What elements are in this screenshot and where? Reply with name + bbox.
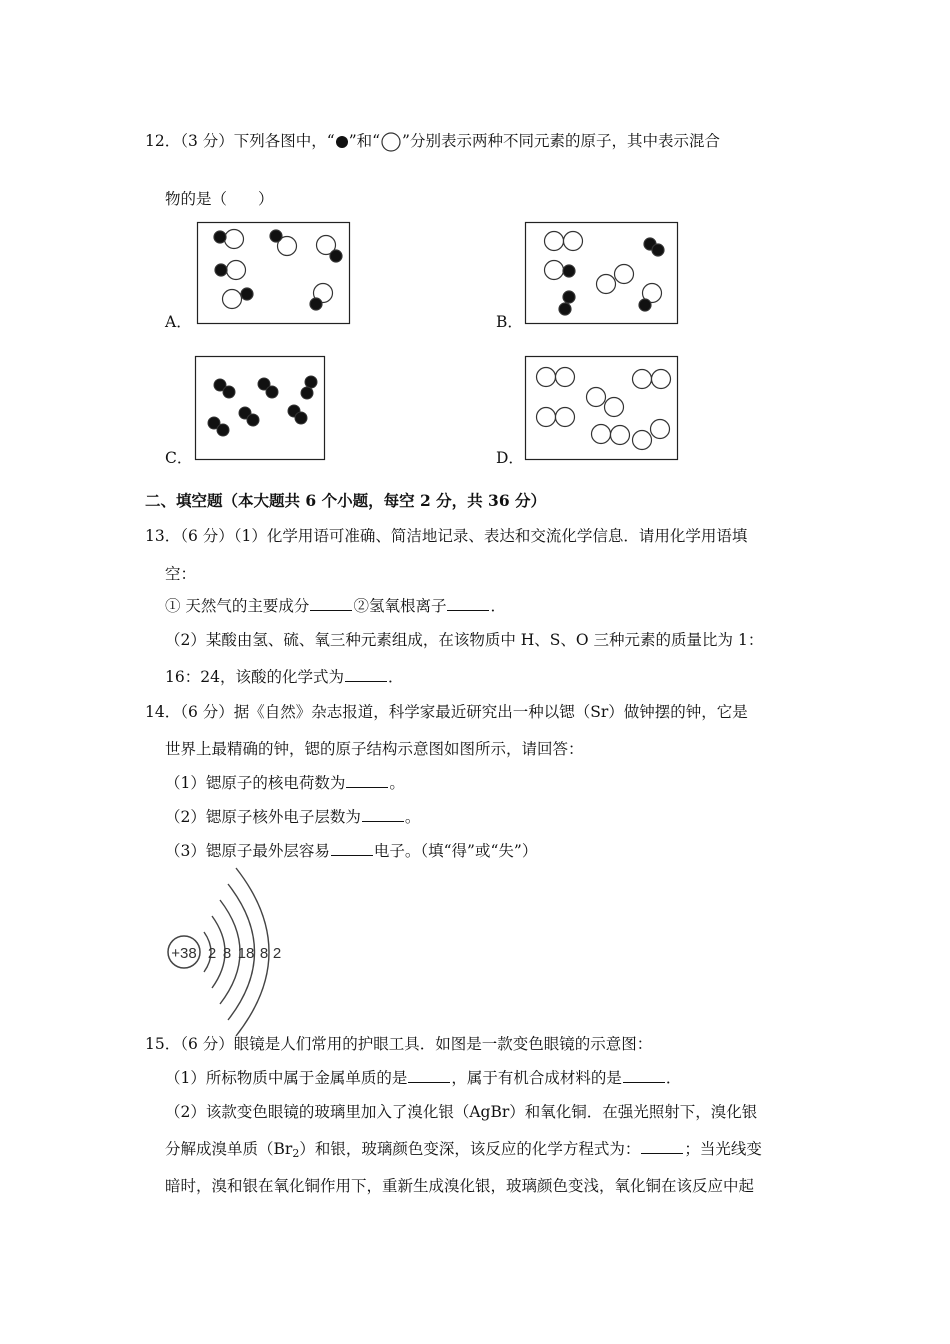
- answer-blank[interactable]: [447, 596, 489, 611]
- strontium-atom-structure-diagram: [160, 870, 290, 1020]
- q14-part1: （1）锶原子的核电荷数为 。: [165, 774, 405, 792]
- atom: [266, 386, 278, 398]
- answer-blank[interactable]: [331, 841, 373, 856]
- atom: [214, 231, 226, 243]
- atom: [652, 244, 664, 256]
- atom: [227, 261, 246, 280]
- atom: [545, 232, 564, 251]
- atom: [223, 290, 242, 309]
- atom: [563, 265, 575, 277]
- atom: [597, 275, 616, 294]
- atom: [305, 376, 317, 388]
- atom: [592, 425, 611, 444]
- q12-stem-line1: 12．（3 分）下列各图中，“ ”和“ ”分别表示两种不同元素的原子，其中表示混合: [145, 132, 720, 150]
- atom: [295, 412, 307, 424]
- atom: [217, 424, 229, 436]
- q13-line5: 16：24，该酸的化学式为 ．: [165, 668, 404, 686]
- atom: [615, 265, 634, 284]
- atom: [564, 232, 583, 251]
- q15-line1: 15．（6 分）眼镜是人们常用的护眼工具．如图是一款变色眼镜的示意图：: [145, 1035, 653, 1053]
- filled-atom-icon: [335, 135, 349, 149]
- option-a-diagram: [197, 222, 350, 324]
- q15-part1: （1）所标物质中属于金属单质的是 ，属于有机合成材料的是 ．: [165, 1069, 682, 1087]
- atom: [330, 250, 342, 262]
- hollow-atom-icon: [380, 132, 402, 152]
- atom: [270, 230, 282, 242]
- atom: [605, 398, 624, 417]
- option-b-diagram: [525, 222, 678, 324]
- q14-line2: 世界上最精确的钟，锶的原子结构示意图如图所示，请回答：: [165, 740, 584, 758]
- atom: [652, 370, 671, 389]
- atom: [633, 370, 652, 389]
- shell-electron-count: 8: [222, 945, 232, 962]
- option-d-diagram: [525, 356, 678, 460]
- q15-part2-line2: 分解成溴单质$(Br_2)$和银，玻璃颜色变深，该反应的化学方程式为： ；当光线变: [165, 1140, 762, 1160]
- atom: [563, 291, 575, 303]
- option-d-label: D．: [496, 449, 524, 467]
- atom: [545, 261, 564, 280]
- atom: [556, 408, 575, 427]
- shell-electron-count: 8: [259, 945, 269, 962]
- q13-line4: （2）某酸由氢、硫、氧三种元素组成，在该物质中 H、S、O 三种元素的质量比为 1：: [165, 631, 764, 649]
- nucleus-charge: +38: [171, 945, 197, 962]
- atom: [241, 288, 253, 300]
- option-b-label: B．: [496, 313, 523, 331]
- answer-blank[interactable]: [346, 773, 388, 788]
- q15-part2-line3: 暗时，溴和银在氧化铜作用下，重新生成溴化银，玻璃颜色变浅，氧化铜在该反应中起: [165, 1177, 755, 1195]
- answer-blank[interactable]: [623, 1068, 665, 1083]
- answer-blank[interactable]: [641, 1139, 683, 1154]
- atom: [537, 368, 556, 387]
- q12-stem-line2: 物的是（ ）: [165, 190, 274, 208]
- option-a-label: A．: [165, 313, 192, 331]
- option-c-label: C．: [165, 449, 193, 467]
- atom: [633, 431, 652, 450]
- q14-line1: 14．（6 分）据《自然》杂志报道，科学家最近研究出一种以锶（Sr）做钟摆的钟，它是: [145, 703, 748, 721]
- atom: [310, 298, 322, 310]
- shell-electron-count: 2: [272, 945, 282, 962]
- atom: [215, 264, 227, 276]
- option-c-diagram: [195, 356, 325, 460]
- atom: [651, 420, 670, 439]
- answer-blank[interactable]: [310, 596, 352, 611]
- atom: [587, 388, 606, 407]
- atom: [611, 426, 630, 445]
- atom: [639, 299, 651, 311]
- answer-blank[interactable]: [362, 807, 404, 822]
- atom: [225, 230, 244, 249]
- atom: [556, 368, 575, 387]
- shell-electron-count: 18: [237, 945, 255, 962]
- atom: [537, 408, 556, 427]
- answer-blank[interactable]: [408, 1068, 450, 1083]
- q13-line1: 13．（6 分）（1）化学用语可准确、简洁地记录、表达和交流化学信息．请用化学用语填: [145, 527, 748, 545]
- answer-blank[interactable]: [345, 667, 387, 682]
- q14-part3: （3）锶原子最外层容易 电子。（填“得”或“失”）: [165, 842, 538, 860]
- shell-electron-count: 2: [207, 945, 217, 962]
- atom: [247, 414, 259, 426]
- atom: [559, 303, 571, 315]
- q15-part2: （2）该款变色眼镜的玻璃里加入了溴化银（AgBr）和氧化铜．在强光照射下，溴化银: [165, 1103, 758, 1121]
- section-heading: 二、填空题（本大题共 6 个小题，每空 2 分，共 36 分）: [145, 491, 547, 510]
- q13-line2: 空：: [165, 565, 197, 583]
- q13-line3: ① 天然气的主要成分 ②氢氧根离子 ．: [165, 597, 506, 615]
- q14-part2: （2）锶原子核外电子层数为 。: [165, 808, 421, 826]
- atom: [301, 387, 313, 399]
- atom: [223, 386, 235, 398]
